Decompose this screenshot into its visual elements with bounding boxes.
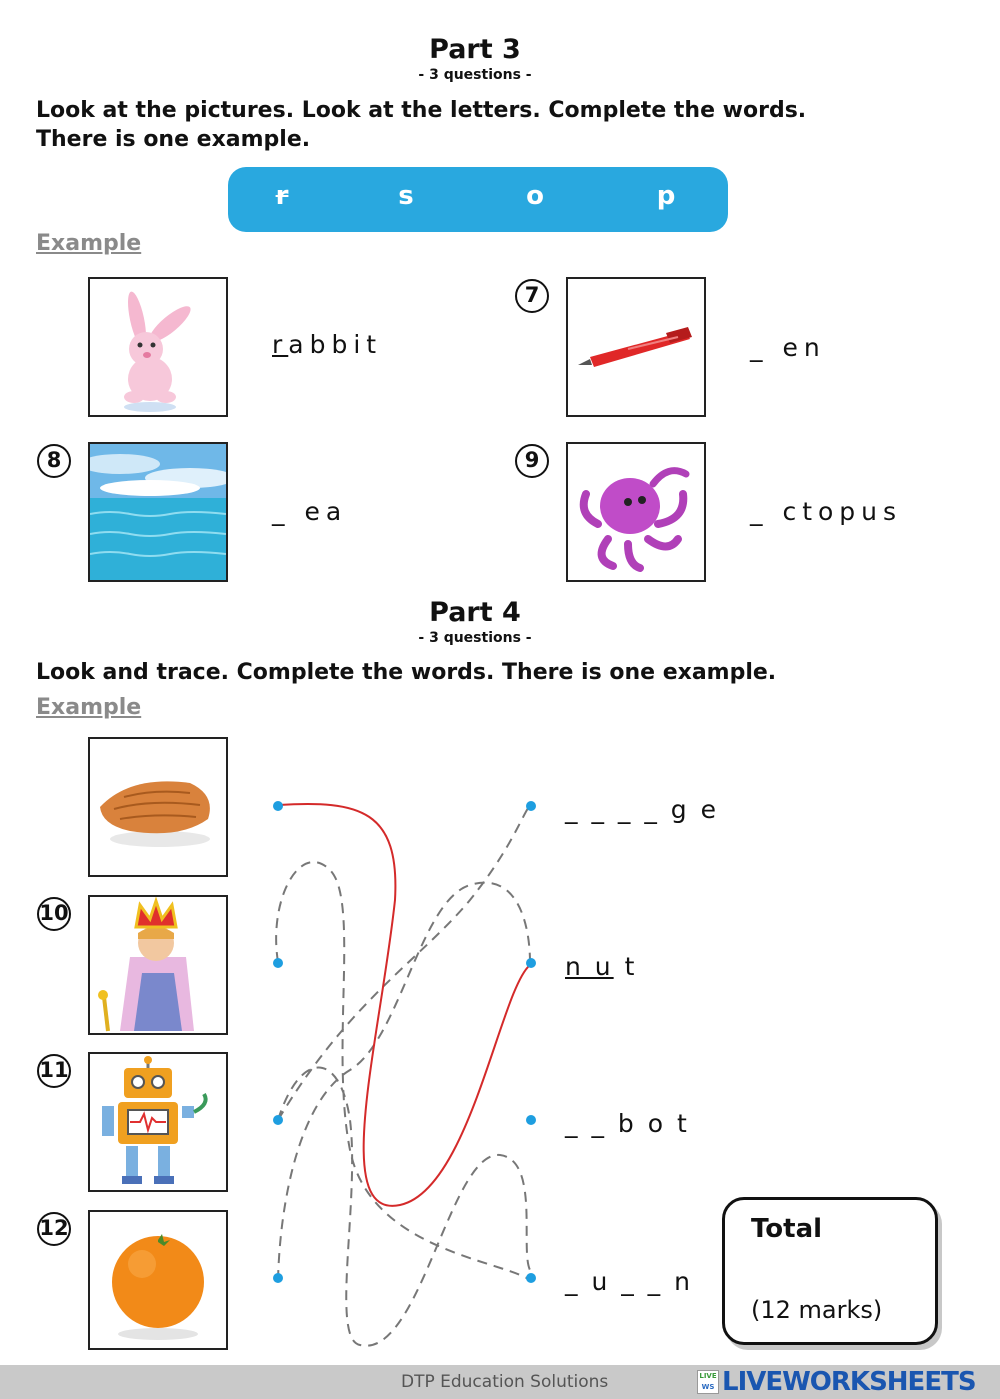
octopus-answer-blank[interactable]: _ <box>750 497 769 526</box>
footer-bar <box>0 1365 1000 1399</box>
sea-answer-blank[interactable]: _ <box>272 497 291 526</box>
part3-example-label: Example <box>36 231 142 256</box>
part3-title: Part 3 <box>429 34 521 65</box>
dot-word-1-end[interactable] <box>526 801 536 811</box>
question-number-10: 10 <box>37 897 71 931</box>
total-title: Total <box>751 1214 823 1244</box>
rabbit-word-rest: abbit <box>288 330 383 359</box>
logo-badge-bottom: WS <box>701 1383 715 1391</box>
word-2-filled: n u <box>565 952 614 981</box>
word-2 <box>565 952 637 981</box>
rabbit-answer-letter: r <box>272 330 289 359</box>
question-number-7: 7 <box>515 279 549 313</box>
trace-path-orange <box>278 883 530 1280</box>
part4-title: Part 4 <box>429 597 521 628</box>
word-4[interactable]: _ u _ _ n <box>565 1267 693 1296</box>
dot-word-4-end[interactable] <box>526 1273 536 1283</box>
sea-word-rest: ea <box>304 497 348 526</box>
trace-path-extra <box>278 805 530 1120</box>
pen-answer-blank[interactable]: _ <box>750 333 769 362</box>
footer-brand[interactable]: LIVEWORKSHEETS <box>722 1367 976 1397</box>
dot-nut-start[interactable] <box>273 801 283 811</box>
dot-robot-start[interactable] <box>273 1115 283 1125</box>
dot-word-2-end[interactable] <box>526 958 536 968</box>
trace-path-example <box>278 804 530 1206</box>
logo-badge-top: LIVE <box>699 1372 717 1380</box>
letter-bank-o: o <box>526 181 544 211</box>
total-marks: (12 marks) <box>751 1296 883 1324</box>
dot-orange-start[interactable] <box>273 1273 283 1283</box>
question-number-12: 12 <box>37 1212 71 1246</box>
part3-subtitle: - 3 questions - <box>418 67 532 83</box>
part3-instruction-line1: Look at the pictures. Look at the letters. Complete the words. <box>36 98 807 123</box>
word-2-rest: t <box>613 952 638 981</box>
dot-word-3-end[interactable] <box>526 1115 536 1125</box>
part4-example-label: Example <box>36 695 142 720</box>
footer-credit: DTP Education Solutions <box>401 1372 609 1392</box>
dot-king-start[interactable] <box>273 958 283 968</box>
question-number-11: 11 <box>37 1054 71 1088</box>
trace-path-king <box>276 862 530 1280</box>
letter-bank-p: p <box>656 181 676 211</box>
part4-instruction: Look and trace. Complete the words. There is one example. <box>36 660 777 685</box>
word-1[interactable]: _ _ _ _ g e <box>565 795 719 824</box>
part3-instruction-line2: There is one example. <box>36 127 311 152</box>
octopus-word-rest: ctopus <box>782 497 903 526</box>
letter-bank-r: r <box>275 181 289 211</box>
part4-subtitle: - 3 questions - <box>418 630 532 646</box>
question-number-9: 9 <box>515 444 549 478</box>
question-number-8: 8 <box>37 444 71 478</box>
pen-word-rest: en <box>782 333 826 362</box>
letter-bank-s: s <box>398 181 414 211</box>
liveworksheets-logo-icon <box>697 1370 719 1394</box>
word-3[interactable]: _ _ b o t <box>565 1109 690 1138</box>
total-box <box>722 1197 938 1345</box>
